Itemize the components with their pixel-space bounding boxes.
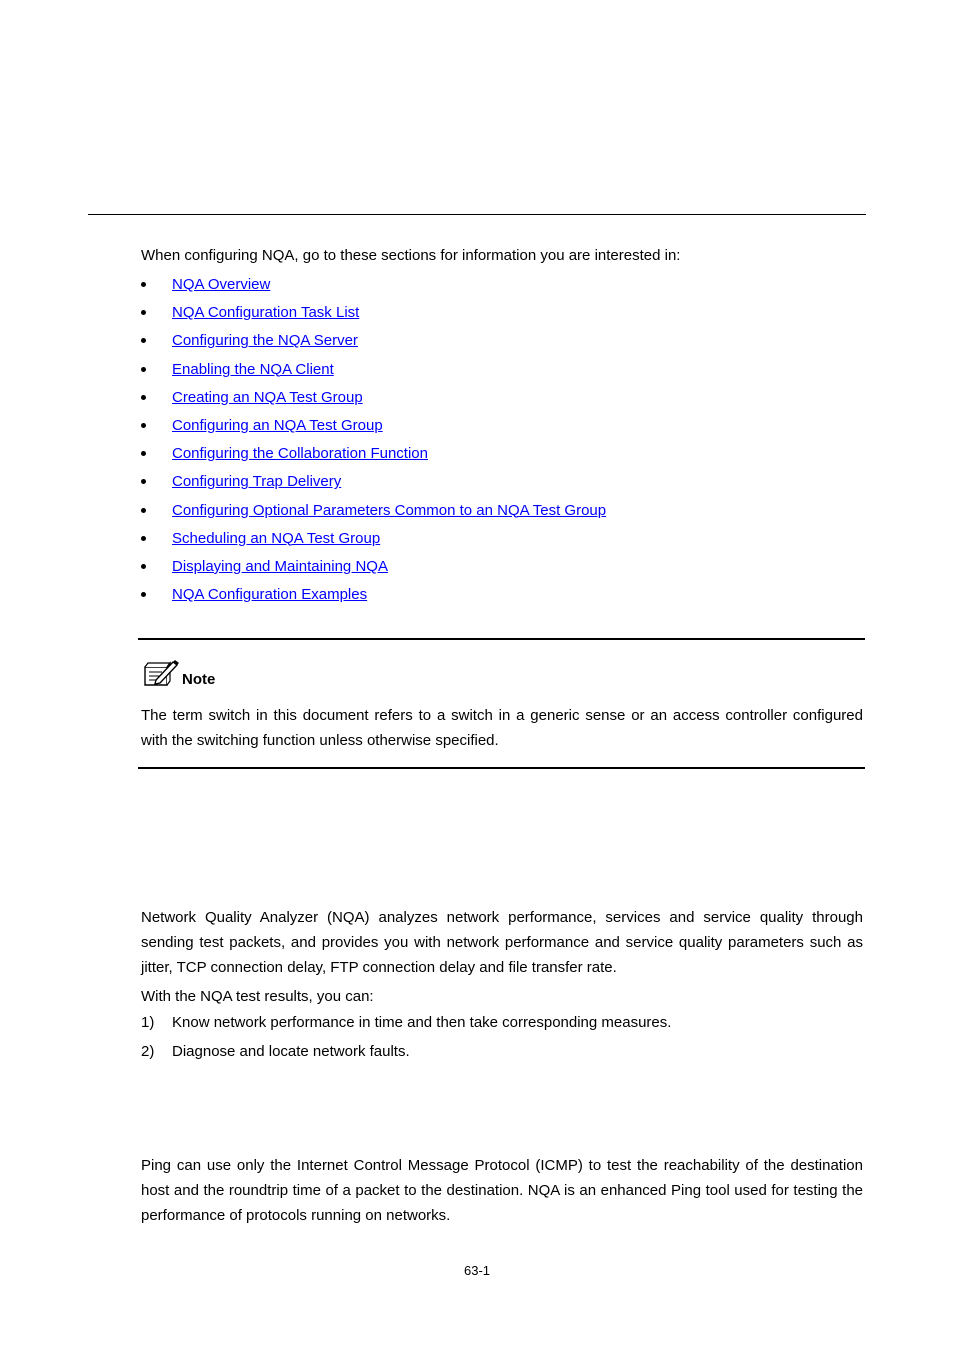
note-top-rule: [138, 638, 865, 640]
list-text: Diagnose and locate network faults.: [172, 1042, 410, 1060]
list-text: Know network performance in time and then take corresponding measures.: [172, 1014, 672, 1031]
bullet-icon: [141, 338, 146, 343]
bullet-icon: [141, 536, 146, 541]
toc-link-optional-parameters[interactable]: Configuring Optional Parameters Common to an NQA Test Group: [172, 501, 607, 519]
page-number: 63-1: [463, 1263, 491, 1278]
toc-link-trap-delivery[interactable]: Configuring Trap Delivery: [172, 473, 342, 491]
toc-link-nqa-server[interactable]: Configuring the NQA Server: [172, 332, 358, 350]
overview-paragraph-1: Network Quality Analyzer (NQA) analyzes network performance, services and service quality through sending test packets, and provides you with network performance and service quality parameters such as jitter, TCP connection delay, FTP connection delay and file transfer rate.: [141, 909, 863, 976]
toc-link-nqa-client[interactable]: Enabling the NQA Client: [172, 360, 334, 378]
bullet-icon: [141, 367, 146, 372]
toc-link-nqa-overview[interactable]: NQA Overview: [172, 276, 271, 293]
overview-paragraph-2: With the NQA test results, you can:: [141, 988, 374, 1005]
bullet-icon: [141, 395, 146, 400]
overview-paragraph-3: Ping can use only the Internet Control Message Protocol (ICMP) to test the reachability of the destination host and the roundtrip time of a packet to the destination. NQA is an enhanced Ping tool used for testing the performance of protocols running on networks.: [141, 1157, 863, 1224]
list-number: 2): [141, 1042, 155, 1060]
toc-link-displaying[interactable]: Displaying and Maintaining NQA: [172, 557, 388, 575]
note-bottom-rule: [138, 767, 865, 769]
toc-link-examples[interactable]: NQA Configuration Examples: [172, 586, 368, 604]
bullet-icon: [141, 508, 146, 513]
bullet-icon: [141, 423, 146, 428]
toc-link-configure-test-group[interactable]: Configuring an NQA Test Group: [172, 416, 383, 434]
toc-link-collaboration[interactable]: Configuring the Collaboration Function: [172, 445, 428, 463]
bullet-icon: [141, 451, 146, 456]
note-text: The term switch in this document refers to a switch in a generic sense or an access controller configured with the switching function unless otherwise specified.: [141, 707, 863, 749]
bullet-icon: [141, 282, 146, 287]
bullet-icon: [141, 564, 146, 569]
toc-link-create-test-group[interactable]: Creating an NQA Test Group: [172, 388, 363, 406]
bullet-icon: [141, 592, 146, 597]
bullet-icon: [141, 479, 146, 484]
chapter-rule: [88, 214, 866, 215]
bullet-icon: [141, 310, 146, 315]
toc-link-task-list[interactable]: NQA Configuration Task List: [172, 304, 360, 322]
note-label: Note: [182, 671, 216, 688]
note-pencil-icon: [142, 658, 180, 688]
list-number: 1): [141, 1014, 155, 1031]
toc-link-scheduling[interactable]: Scheduling an NQA Test Group: [172, 529, 381, 547]
intro-text: When configuring NQA, go to these sections for information you are interested in:: [141, 247, 681, 264]
